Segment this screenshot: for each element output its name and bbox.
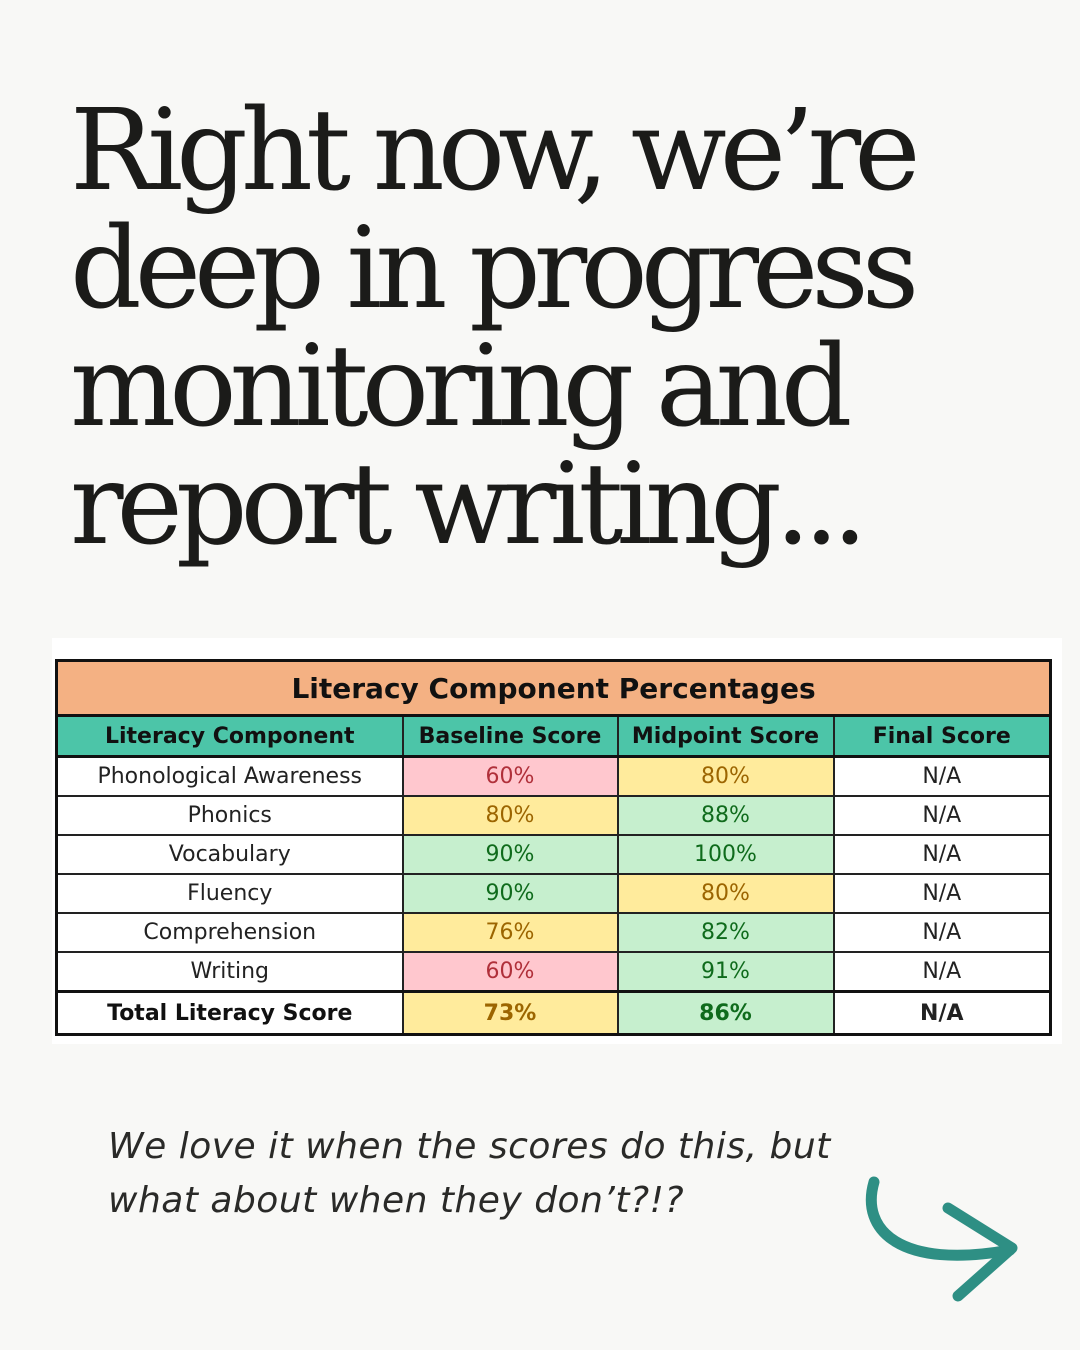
caption-line-2: what about when they don’t?!? [108, 1180, 685, 1221]
headline-line-4: report writing... [70, 440, 861, 570]
table-row [57, 835, 1051, 874]
headline-line-2: deep in progress [70, 204, 913, 334]
component-cell: Vocabulary [57, 835, 403, 874]
total-row [57, 992, 1051, 1035]
headline-line-3: monitoring and [70, 322, 846, 452]
component-cell: Comprehension [57, 913, 403, 952]
table-row [57, 796, 1051, 835]
component-cell: Writing [57, 952, 403, 992]
final-cell: N/A [834, 913, 1051, 952]
table-row [57, 913, 1051, 952]
literacy-table [55, 659, 1052, 1036]
midpoint-cell: 80% [618, 874, 834, 913]
final-cell: N/A [834, 835, 1051, 874]
midpoint-cell: 82% [618, 913, 834, 952]
table-row [57, 952, 1051, 992]
final-cell: N/A [834, 757, 1051, 797]
baseline-cell: 80% [403, 796, 618, 835]
total-midpoint: 86% [618, 992, 834, 1035]
midpoint-cell: 100% [618, 835, 834, 874]
final-cell: N/A [834, 796, 1051, 835]
total-label: Total Literacy Score [57, 992, 403, 1035]
baseline-cell: 90% [403, 835, 618, 874]
caption [108, 1120, 908, 1228]
headline [70, 86, 1030, 570]
total-baseline: 73% [403, 992, 618, 1035]
component-cell: Phonological Awareness [57, 757, 403, 797]
final-cell: N/A [834, 874, 1051, 913]
header-midpoint: Midpoint Score [618, 716, 834, 757]
caption-line-1: We love it when the scores do this, but [108, 1126, 831, 1167]
baseline-cell: 60% [403, 757, 618, 797]
table-title: Literacy Component Percentages [57, 661, 1051, 716]
midpoint-cell: 80% [618, 757, 834, 797]
total-final: N/A [834, 992, 1051, 1035]
midpoint-cell: 91% [618, 952, 834, 992]
baseline-cell: 76% [403, 913, 618, 952]
header-component: Literacy Component [57, 716, 403, 757]
midpoint-cell: 88% [618, 796, 834, 835]
final-cell: N/A [834, 952, 1051, 992]
baseline-cell: 90% [403, 874, 618, 913]
component-cell: Fluency [57, 874, 403, 913]
curved-arrow-right-icon[interactable] [860, 1170, 1030, 1310]
table-row [57, 757, 1051, 797]
baseline-cell: 60% [403, 952, 618, 992]
table-row [57, 874, 1051, 913]
header-final: Final Score [834, 716, 1051, 757]
header-baseline: Baseline Score [403, 716, 618, 757]
component-cell: Phonics [57, 796, 403, 835]
spreadsheet-image [52, 638, 1062, 1044]
headline-line-1: Right now, we’re [70, 86, 914, 216]
